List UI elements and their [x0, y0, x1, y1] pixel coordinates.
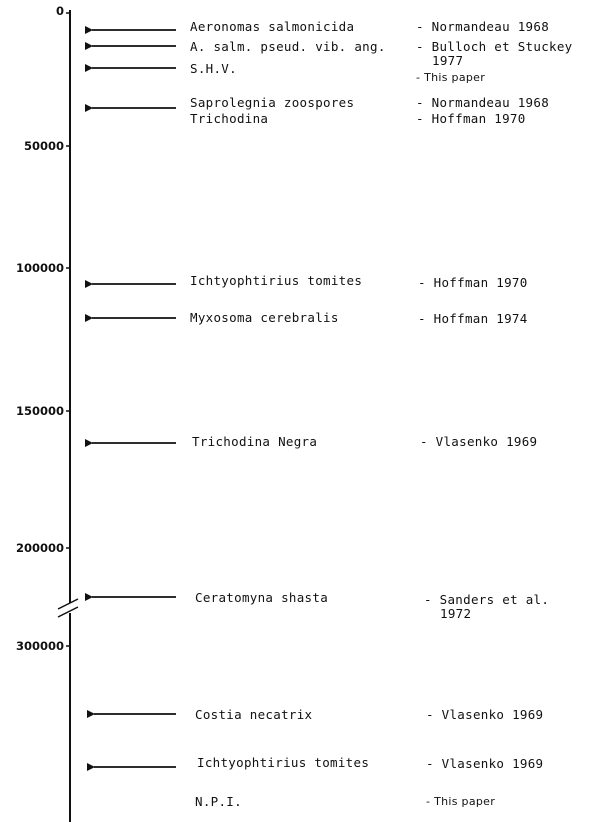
- tick-label: 50000: [23, 139, 64, 153]
- tick-label: 150000: [15, 404, 64, 418]
- reference-label: - Hoffman 1970: [418, 275, 528, 290]
- organism-label: A. salm. pseud. vib. ang.: [190, 39, 386, 54]
- reference-label: - Vlasenko 1969: [426, 707, 544, 722]
- organism-label: Ichtyophtirius tomites: [190, 273, 363, 288]
- reference-label: - Sanders et al.: [424, 592, 550, 607]
- reference-label: - This paper: [426, 795, 496, 808]
- tick-label: 0: [55, 4, 64, 18]
- tick-label: 300000: [15, 639, 64, 653]
- reference-label: - Vlasenko 1969: [420, 434, 538, 449]
- reference-label: - Normandeau 1968: [416, 19, 550, 34]
- organism-label: Aeronomas salmonicida: [190, 19, 355, 34]
- reference-label: 1977: [432, 53, 464, 68]
- tick-label: 100000: [15, 261, 64, 275]
- organism-label: N.P.I.: [195, 794, 242, 809]
- reference-label: - Vlasenko 1969: [426, 756, 544, 771]
- reference-label: 1972: [440, 606, 472, 621]
- organism-label: Ichtyophtirius tomites: [197, 755, 370, 770]
- reference-label: - Hoffman 1970: [416, 111, 526, 126]
- tick-label: 200000: [15, 541, 64, 555]
- organism-label: Costia necatrix: [195, 707, 313, 722]
- reference-label: - Hoffman 1974: [418, 311, 528, 326]
- organism-label: S.H.V.: [190, 61, 237, 76]
- reference-label: - This paper: [416, 71, 486, 84]
- reference-label: - Normandeau 1968: [416, 95, 550, 110]
- reference-label: - Bulloch et Stuckey: [416, 39, 573, 54]
- axis-break-mark: [58, 599, 78, 609]
- organism-label: Myxosoma cerebralis: [190, 310, 339, 325]
- organism-label: Trichodina: [190, 111, 269, 126]
- axis-break-mark: [58, 607, 78, 617]
- organism-label: Ceratomyna shasta: [195, 590, 329, 605]
- organism-label: Trichodina Negra: [192, 434, 318, 449]
- organism-label: Saprolegnia zoospores: [190, 95, 355, 110]
